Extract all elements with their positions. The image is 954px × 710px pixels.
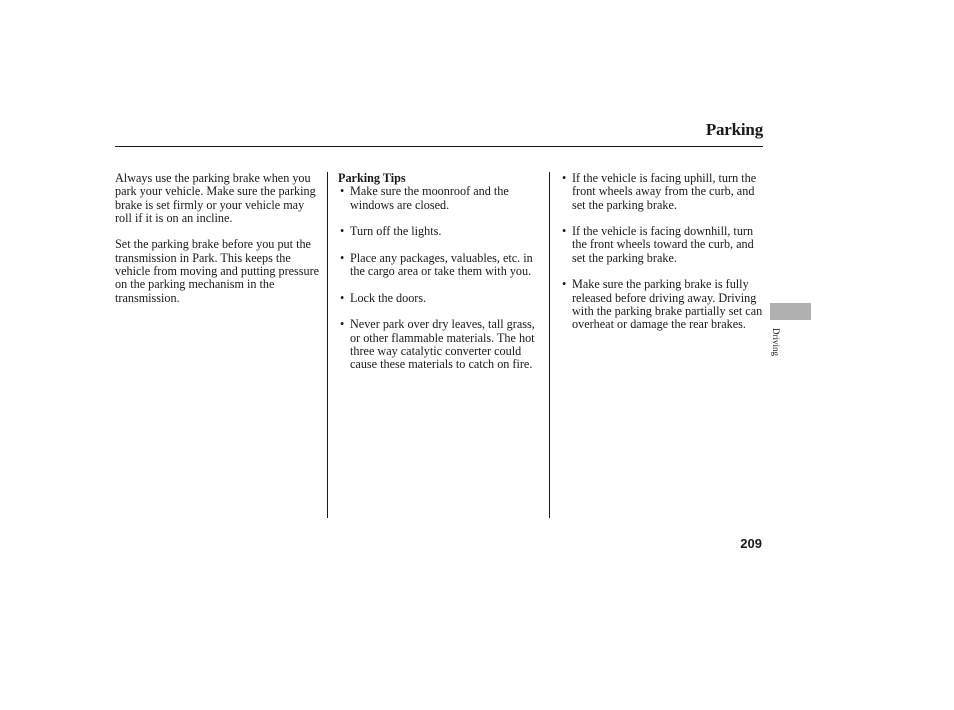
header-rule bbox=[115, 146, 763, 147]
column-intro bbox=[115, 172, 320, 318]
column-parking-tips bbox=[338, 172, 543, 385]
list-item: • Place any packages, valuables, etc. in the cargo area or take them with you. bbox=[338, 252, 543, 279]
page-title: Parking bbox=[705, 120, 763, 139]
parking-tips-heading: Parking Tips bbox=[338, 171, 406, 185]
list-item: • Make sure the moonroof and the windows are closed. bbox=[338, 185, 543, 212]
column-divider bbox=[549, 172, 550, 518]
paragraph-transmission: Set the parking brake before you put the transmission in Park. This keeps the vehicle from moving and putting pressure on the parking mechanism in the transmission. bbox=[115, 237, 320, 305]
list-item: • If the vehicle is facing uphill, turn the front wheels away from the curb, and set the parking brake. bbox=[562, 172, 764, 212]
list-item: • Never park over dry leaves, tall grass, or other flammable materials. The hot three way catalytic converter could cause these materials to catch on fire. bbox=[338, 318, 543, 371]
parking-tips-list bbox=[338, 185, 543, 371]
paragraph-parking-brake: Always use the parking brake when you park your vehicle. Make sure the parking brake is set firmly or your vehicle may roll if it is on an incline. bbox=[115, 171, 316, 225]
column-divider bbox=[327, 172, 328, 518]
list-item: • If the vehicle is facing downhill, turn the front wheels toward the curb, and set the parking brake. bbox=[562, 225, 764, 265]
slope-tips-list bbox=[562, 172, 764, 332]
list-item: • Turn off the lights. bbox=[338, 225, 543, 238]
section-tab-label: Driving bbox=[771, 328, 781, 356]
page-number: 209 bbox=[740, 536, 762, 551]
section-tab bbox=[770, 303, 811, 320]
list-item: • Make sure the parking brake is fully released before driving away. Driving with the parking brake partially set can overheat or damage the rear brakes. bbox=[562, 278, 764, 331]
list-item: • Lock the doors. bbox=[338, 292, 543, 305]
column-slope-tips bbox=[562, 172, 764, 345]
